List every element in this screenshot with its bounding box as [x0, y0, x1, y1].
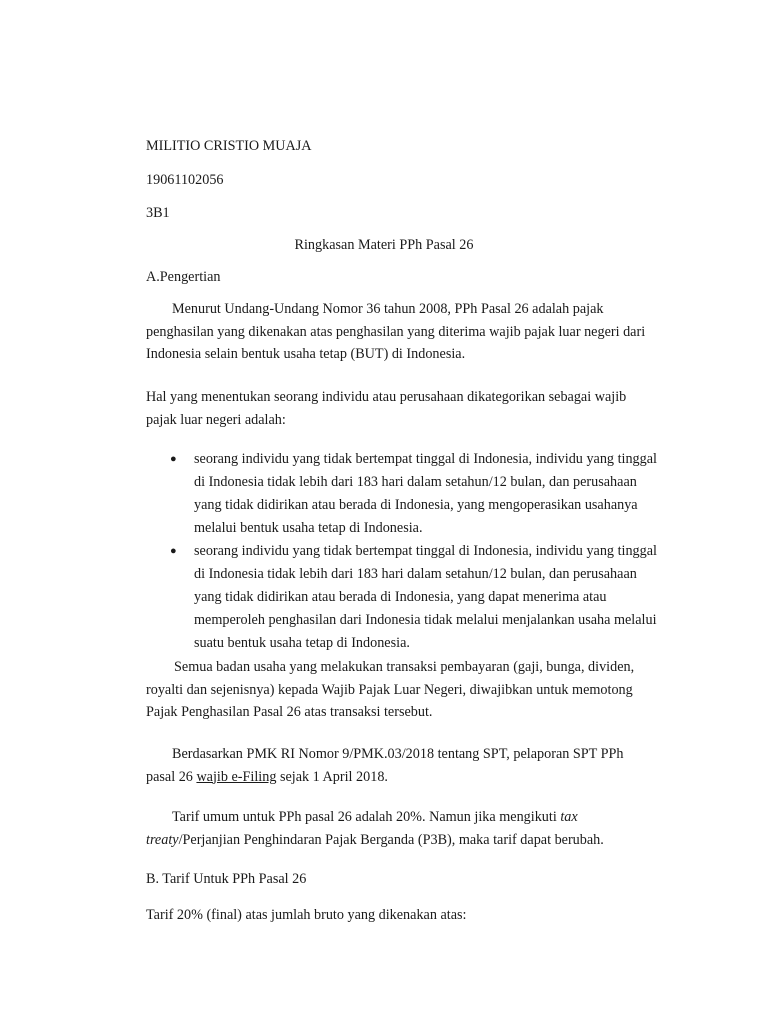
- wajib-efiling-link[interactable]: wajib e-Filing: [196, 768, 277, 785]
- bullet-icon: ●: [170, 545, 177, 557]
- definition-paragraph: Menurut Undang-Undang Nomor 36 tahun 2008, PPh Pasal 26 adalah pajak penghasilan yang dikenakan atas penghasilan yang diterima wajib pajak luar negeri dari Indonesia selain bentuk usaha tetap (BUT) di Indonesia.: [146, 301, 646, 362]
- tariff-paragraph: [146, 806, 646, 851]
- bullet-icon: ●: [170, 453, 177, 465]
- author-name: MILITIO CRISTIO MUAJA: [146, 138, 312, 154]
- list-item: [146, 540, 666, 655]
- list-item-text: seorang individu yang tidak bertempat tinggal di Indonesia, individu yang tinggal di Indonesia tidak lebih dari 183 hari dalam setahun/12 bulan, dan perusahaan yang tidak didirikan atau berada di Indonesia, yang dapat menerima atau memperoleh penghasilan dari Indonesia tidak melalui menjalankan usaha melalui suatu bentuk usaha tetap di Indonesia.: [194, 543, 657, 651]
- document-title: Ringkasan Materi PPh Pasal 26: [294, 237, 474, 253]
- tariff-text-after: /Perjanjian Penghindaran Pajak Berganda (P3B), maka tarif dapat berubah.: [178, 831, 604, 848]
- efiling-text-after: sejak 1 April 2018.: [276, 768, 388, 785]
- list-item: [146, 448, 666, 540]
- criteria-intro-paragraph: Hal yang menentukan seorang individu atau perusahaan dikategorikan sebagai wajib pajak luar negeri adalah:: [146, 389, 627, 428]
- section-b-heading: B. Tarif Untuk PPh Pasal 26: [146, 871, 307, 887]
- tariff-basis-line: Tarif 20% (final) atas jumlah bruto yang dikenakan atas:: [146, 907, 467, 923]
- tariff-text-before: Tarif umum untuk PPh pasal 26 adalah 20%. Namun jika mengikuti: [172, 809, 561, 825]
- student-id: 19061102056: [146, 172, 224, 188]
- tax-treaty-term: tax treaty: [146, 809, 578, 848]
- class-label: 3B1: [146, 205, 170, 221]
- withholding-paragraph: Semua badan usaha yang melakukan transaksi pembayaran (gaji, bunga, dividen, royalti dan sejenisnya) kepada Wajib Pajak Luar Negeri, diwajibkan untuk memotong Pajak Penghasilan Pasal 26 atas transaksi tersebut.: [146, 659, 635, 720]
- efiling-text-before: Berdasarkan PMK RI Nomor 9/PMK.03/2018 tentang SPT, pelaporan SPT PPh pasal 26: [146, 746, 624, 785]
- section-a-heading: A.Pengertian: [146, 269, 221, 285]
- criteria-list: [146, 448, 666, 655]
- efiling-paragraph: [146, 743, 646, 788]
- list-item-text: seorang individu yang tidak bertempat tinggal di Indonesia, individu yang tinggal di Indonesia tidak lebih dari 183 hari dalam setahun/12 bulan, dan perusahaan yang tidak didirikan atau berada di Indonesia, yang mengoperasikan usahanya melalui bentuk usaha tetap di Indonesia.: [194, 451, 657, 536]
